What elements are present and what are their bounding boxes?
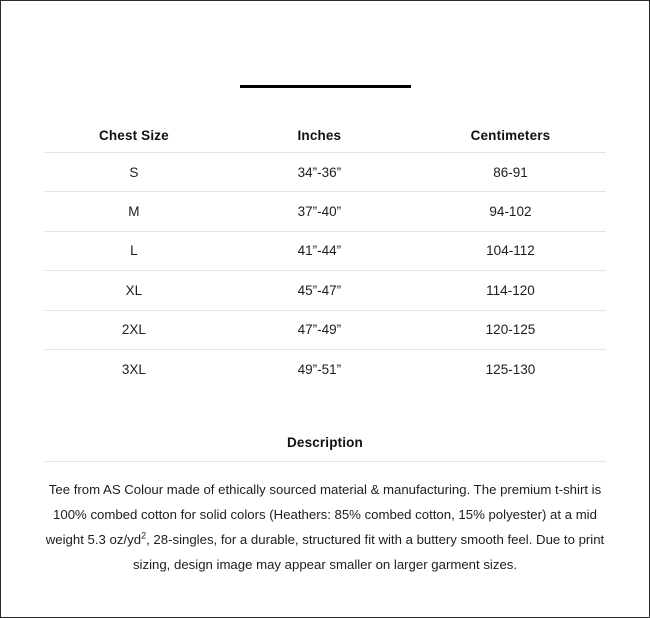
table-row [44,153,606,192]
column-header-inches: Inches [297,127,342,143]
description-text-part-1: Tee from AS Colour made of ethically sourced material & manufacturing. The premium t-shirt is 100% combed cotton for solid colors (Heathers: 85% combed cotton, 15% polyester) at a mid weight 5.3 oz/yd [45,482,602,548]
cell-inches: 47”-49” [297,322,342,338]
cell-chest-size: XL [125,282,143,298]
cell-inches: 41”-44” [297,243,342,259]
cell-chest-size: 2XL [121,322,146,338]
table-header-row [44,118,606,153]
cell-inches: 34”-36” [297,164,342,180]
cell-chest-size: S [129,164,139,180]
cell-centimeters: 104-112 [486,243,535,259]
cell-centimeters: 120-125 [485,322,536,338]
cell-inches: 37”-40” [297,204,342,220]
cell-chest-size: L [130,243,138,259]
cell-inches: 49”-51” [297,361,342,377]
description-text-part-2: , 28-singles, for a durable, structured fit with a buttery smooth feel. Due to print sizing, design image may appear smaller on larger garment sizes. [132,532,605,573]
table-row [44,192,606,231]
description-superscript: 2 [141,530,147,541]
description-heading: Description [44,435,606,462]
cell-centimeters: 94-102 [489,204,532,220]
top-divider-rule [240,85,411,88]
cell-inches: 45”-47” [297,282,342,298]
description-section [44,435,606,577]
cell-centimeters: 114-120 [486,282,535,298]
cell-centimeters: 125-130 [485,361,536,377]
table-row [44,349,606,388]
table-body [44,153,606,389]
column-header-centimeters: Centimeters [470,127,551,143]
description-text [44,462,606,577]
size-chart-table [44,118,606,388]
cell-chest-size: 3XL [121,361,146,377]
cell-centimeters: 86-91 [493,164,528,180]
page-content [1,1,649,617]
table-row [44,271,606,310]
cell-chest-size: M [128,204,140,220]
table-row [44,231,606,270]
column-header-chest-size: Chest Size [99,127,169,143]
top-rule-container [44,1,606,88]
table-row [44,310,606,349]
table-header [44,118,606,153]
